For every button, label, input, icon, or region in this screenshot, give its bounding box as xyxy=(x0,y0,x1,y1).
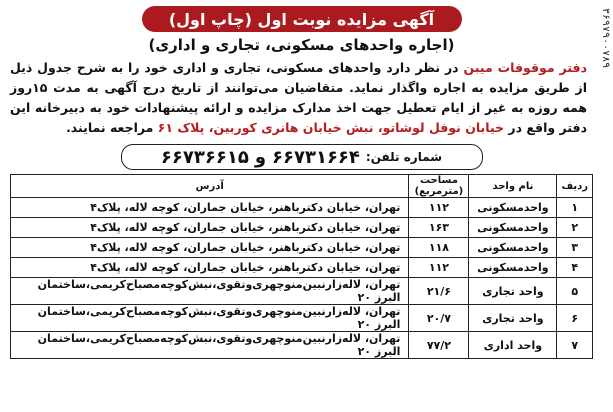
cell-address: تهران، لاله‌زارنبین‌منوچهری‌وتقوی،نبش‌کوچه‌مصباح‌کریمی،ساختمان البرز ۲۰ xyxy=(11,305,409,332)
phone-joiner: و xyxy=(254,146,267,168)
cell-row-number: ۴ xyxy=(557,258,593,278)
cell-unit-name: واحد تجاری xyxy=(469,278,557,305)
notice-title-banner xyxy=(142,6,462,32)
office-address: خیابان نوفل لوشاتو، نبش خیابان هانری کوربین، پلاک ۶۱ xyxy=(157,120,505,135)
table-row xyxy=(11,278,593,305)
table-row xyxy=(11,238,593,258)
phone-number-2: ۶۶۷۳۶۶۱۵ xyxy=(160,146,249,168)
header-area: مساحت (مترمربع) xyxy=(409,175,469,198)
cell-address: تهران، لاله‌زارنبین‌منوچهری‌وتقوی،نبش‌کوچه‌مصباح‌کریمی،ساختمان البرز ۲۰ xyxy=(11,278,409,305)
cell-area: ۱۱۲ xyxy=(409,198,469,218)
header-address: آدرس xyxy=(11,175,409,198)
notice-subtitle: (اجاره واحدهای مسکونی، تجاری و اداری) xyxy=(148,36,455,54)
cell-area: ۲۱/۶ xyxy=(409,278,469,305)
cell-unit-name: واحدمسکونی xyxy=(469,218,557,238)
cell-unit-name: واحدمسکونی xyxy=(469,238,557,258)
side-reference-code: ۳۶۹۷۹۰۰۷۸۹ xyxy=(600,8,611,69)
phone-box xyxy=(121,144,483,170)
cell-unit-name: واحد تجاری xyxy=(469,305,557,332)
cell-address: تهران، خیابان دکترباهنر، خیابان جماران، کوچه لاله، پلاک۴ xyxy=(11,238,409,258)
notice-body xyxy=(10,58,593,138)
table-row xyxy=(11,332,593,359)
cell-row-number: ۳ xyxy=(557,238,593,258)
phone-label: شماره تلفن: xyxy=(365,150,443,164)
cell-area: ۱۱۲ xyxy=(409,258,469,278)
organization-name: دفتر موقوفات میبن xyxy=(463,60,587,75)
cell-unit-name: واحدمسکونی xyxy=(469,198,557,218)
cell-row-number: ۲ xyxy=(557,218,593,238)
cell-area: ۲۰/۷ xyxy=(409,305,469,332)
phone-number-1: ۶۶۷۳۱۶۶۴ xyxy=(272,146,360,168)
cell-row-number: ۱ xyxy=(557,198,593,218)
cell-area: ۱۱۸ xyxy=(409,238,469,258)
table-row xyxy=(11,218,593,238)
cell-area: ۱۶۳ xyxy=(409,218,469,238)
cell-row-number: ۵ xyxy=(557,278,593,305)
body-text-part-1: در نظر دارد واحدهای مسکونی، تجاری و اداری خود را به شرح جدول ذیل از طریق مزایده به اجاره واگذار نماید. متقاضیان می‌توانند از تاریخ درج آگهی به مدت ۱۵روز همه روزه به غیر از ایام تعطیل جهت اخذ مدارک مزایده و ارائه پیشنهادات خود به دبیرخانه این دفتر واقع در xyxy=(10,60,587,135)
header-unit-name: نام واحد xyxy=(469,175,557,198)
body-text-part-2: مراجعه نمایند. xyxy=(66,120,158,135)
property-table xyxy=(10,174,593,359)
header-row-number: ردیف xyxy=(557,175,593,198)
cell-address: تهران، خیابان دکترباهنر، خیابان جماران، کوچه لاله، پلاک۴ xyxy=(11,218,409,238)
cell-row-number: ۶ xyxy=(557,305,593,332)
table-row xyxy=(11,305,593,332)
cell-address: تهران، خیابان دکترباهنر، خیابان جماران، کوچه لاله، پلاک۴ xyxy=(11,258,409,278)
cell-area: ۷۷/۲ xyxy=(409,332,469,359)
cell-address: تهران، خیابان دکترباهنر، خیابان جماران، کوچه لاله، پلاک۴ xyxy=(11,198,409,218)
cell-row-number: ۷ xyxy=(557,332,593,359)
cell-address: تهران، لاله‌زارنبین‌منوچهری‌وتقوی،نبش‌کوچه‌مصباح‌کریمی،ساختمان البرز ۲۰ xyxy=(11,332,409,359)
cell-unit-name: واحدمسکونی xyxy=(469,258,557,278)
table-row xyxy=(11,198,593,218)
table-row xyxy=(11,258,593,278)
notice-title: آگهی مزایده نوبت اول (چاپ اول) xyxy=(168,9,435,29)
table-header-row xyxy=(11,175,593,198)
cell-unit-name: واحد اداری xyxy=(469,332,557,359)
